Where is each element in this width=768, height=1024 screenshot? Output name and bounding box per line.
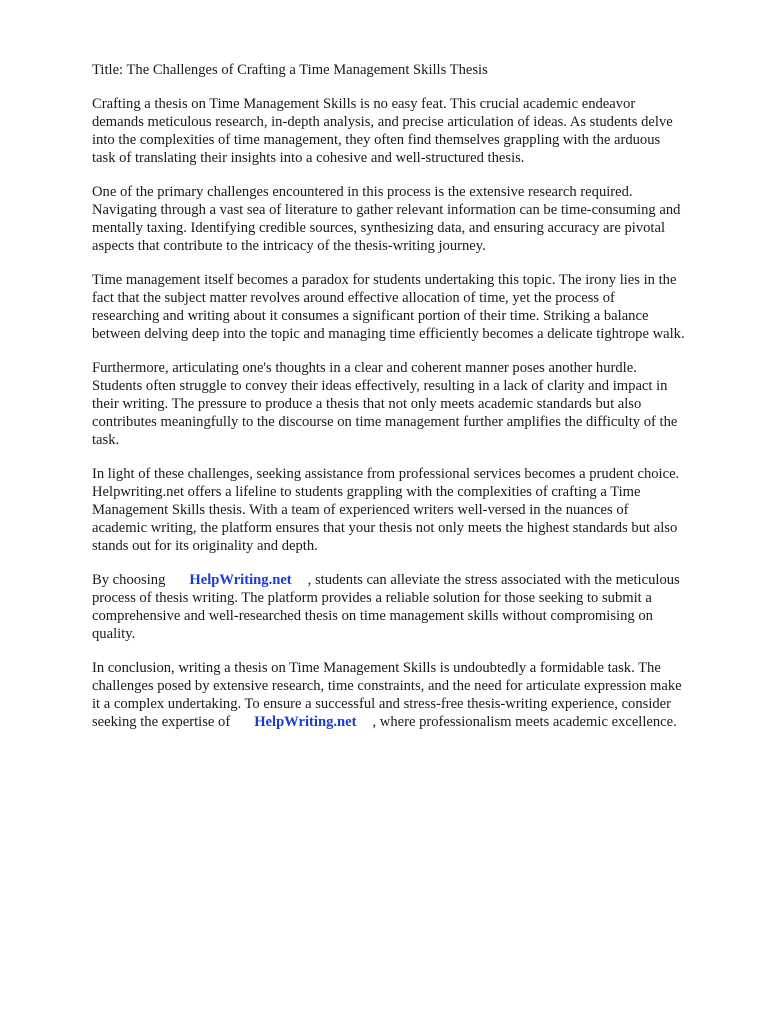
paragraph-line: Furthermore, articulating one's thoughts in a clear and coherent manner poses another hurdle. bbox=[92, 360, 637, 376]
paragraph-line: fact that the subject matter revolves around effective allocation of time, yet the process of bbox=[92, 290, 615, 306]
conclusion-line: In conclusion, writing a thesis on Time Management Skills is undoubtedly a formidable task. The bbox=[92, 660, 661, 676]
paragraph-line: their writing. The pressure to produce a thesis that not only meets academic standards but also bbox=[92, 396, 642, 412]
paragraph-line: contributes meaningfully to the discourse on time management further amplifies the difficulty of the bbox=[92, 414, 678, 430]
choosing-line: quality. bbox=[92, 626, 136, 642]
choosing-line: process of thesis writing. The platform provides a reliable solution for those seeking to submit a bbox=[92, 590, 652, 606]
paragraph-line: aspects that contribute to the intricacy of the thesis-writing journey. bbox=[92, 238, 486, 254]
body-paragraph bbox=[92, 271, 732, 343]
body-paragraph bbox=[92, 183, 732, 255]
conclusion-paragraph bbox=[92, 659, 732, 731]
paragraph-line: into the complexities of time management, they often find themselves grappling with the arduous bbox=[92, 132, 661, 148]
choosing-text-before: By choosing bbox=[92, 572, 166, 588]
paragraph-line: stands out for its originality and depth. bbox=[92, 538, 318, 554]
conclusion-text-after: , where professionalism meets academic excellence. bbox=[372, 714, 677, 730]
document-page bbox=[92, 61, 732, 747]
conclusion-line: challenges posed by extensive research, time constraints, and the need for articulate expression make bbox=[92, 678, 682, 694]
paragraph-line: demands meticulous research, in-depth analysis, and precise articulation of ideas. As students delve bbox=[92, 114, 673, 130]
paragraph-line: Helpwriting.net offers a lifeline to students grappling with the complexities of crafting a Time bbox=[92, 484, 641, 500]
choosing-text-after: , students can alleviate the stress associated with the meticulous bbox=[307, 572, 680, 588]
paragraph-line: task of translating their insights into a cohesive and well-structured thesis. bbox=[92, 150, 525, 166]
paragraph-line: Students often struggle to convey their ideas effectively, resulting in a lack of clarity and impact in bbox=[92, 378, 668, 394]
body-paragraph bbox=[92, 95, 732, 167]
paragraph-line: academic writing, the platform ensures that your thesis not only meets the highest standards but also bbox=[92, 520, 678, 536]
paragraph-line: In light of these challenges, seeking assistance from professional services becomes a prudent choice. bbox=[92, 466, 680, 482]
body-paragraphs bbox=[92, 95, 732, 555]
paragraph-line: mentally taxing. Identifying credible sources, synthesizing data, and ensuring accuracy are pivotal bbox=[92, 220, 666, 236]
paragraph-line: Management Skills thesis. With a team of experienced writers well-versed in the nuances of bbox=[92, 502, 629, 518]
choosing-paragraph bbox=[92, 571, 732, 643]
conclusion-line: it a complex undertaking. To ensure a successful and stress-free thesis-writing experience, consider bbox=[92, 696, 672, 712]
paragraph-line: between delving deep into the topic and managing time efficiently becomes a delicate tightrope walk. bbox=[92, 326, 685, 342]
body-paragraph bbox=[92, 465, 732, 555]
paragraph-line: Crafting a thesis on Time Management Skills is no easy feat. This crucial academic endeavor bbox=[92, 96, 636, 112]
paragraph-line: researching and writing about it consumes a significant portion of their time. Striking a balance bbox=[92, 308, 649, 324]
helpwriting-link-2[interactable]: HelpWriting.net bbox=[254, 714, 357, 730]
choosing-line: comprehensive and well-researched thesis on time management skills without compromising on bbox=[92, 608, 653, 624]
paragraph-line: task. bbox=[92, 432, 120, 448]
conclusion-text-before: seeking the expertise of bbox=[92, 714, 231, 730]
paragraph-line: Time management itself becomes a paradox for students undertaking this topic. The irony lies in the bbox=[92, 272, 677, 288]
paragraph-line: Navigating through a vast sea of literature to gather relevant information can be time-consuming and bbox=[92, 202, 681, 218]
helpwriting-link-1[interactable]: HelpWriting.net bbox=[189, 572, 292, 588]
document-title: Title: The Challenges of Crafting a Time Management Skills Thesis bbox=[92, 62, 488, 78]
paragraph-line: One of the primary challenges encountered in this process is the extensive research required. bbox=[92, 184, 633, 200]
body-paragraph bbox=[92, 359, 732, 449]
